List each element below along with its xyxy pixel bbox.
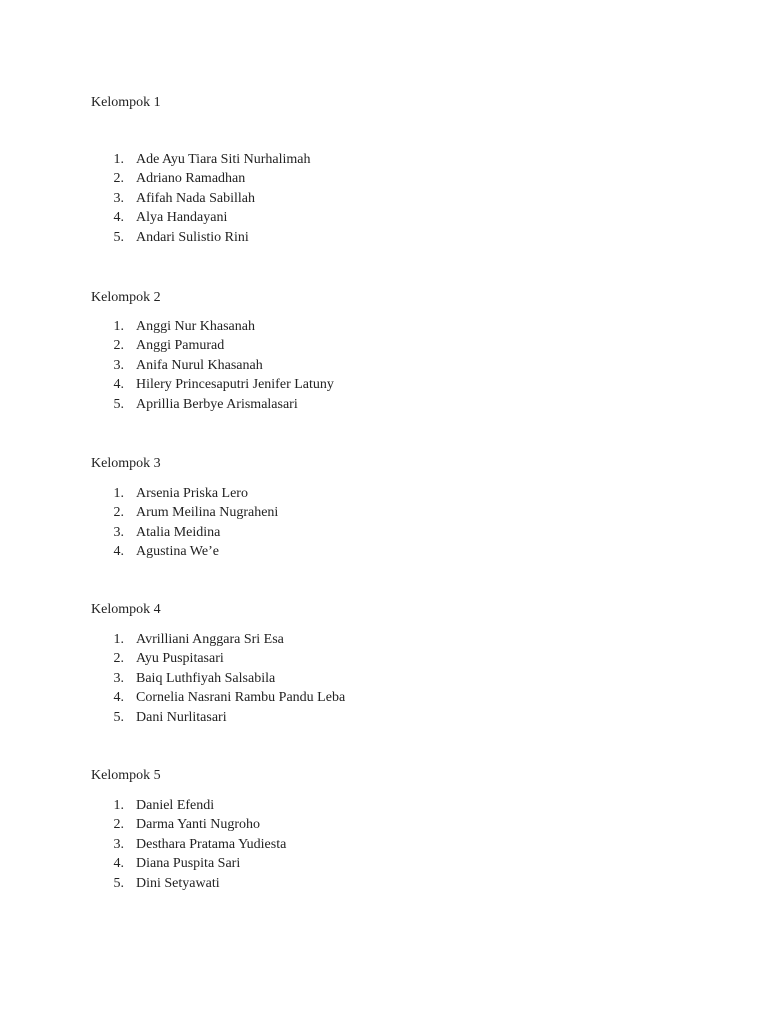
group-5 [91,768,287,891]
member-name: Hilery Princesaputri Jenifer Latuny [136,377,334,393]
member-name: Alya Handayani [136,210,228,226]
list-number: 4. [113,690,124,706]
list-number: 3. [113,836,124,852]
member-name: Afifah Nada Sabillah [136,190,255,206]
list-number: 2. [113,505,124,521]
member-name: Baiq Luthfiyah Salsabila [136,670,276,686]
member-name: Arum Meilina Nugraheni [136,505,279,521]
member-name: Dini Setyawati [136,875,220,891]
member-name: Anifa Nurul Khasanah [136,357,263,373]
member-name: Agustina We’e [136,544,219,560]
list-number: 5. [113,229,124,245]
list-number: 4. [113,544,124,560]
list-number: 1. [113,152,124,167]
list-number: 1. [113,632,124,647]
group-title: Kelompok 5 [91,768,161,783]
group-title: Kelompok 3 [91,456,161,471]
member-name: Adriano Ramadhan [136,171,246,187]
group-title: Kelompok 4 [91,602,161,617]
group-1 [91,95,311,245]
group-2 [91,290,334,412]
group-4 [91,602,346,725]
list-number: 4. [113,377,124,393]
member-name: Ade Ayu Tiara Siti Nurhalimah [136,152,311,167]
member-name: Anggi Pamurad [136,338,225,354]
list-number: 2. [113,171,124,187]
member-name: Desthara Pratama Yudiesta [136,836,287,852]
member-name: Arsenia Priska Lero [136,486,248,501]
list-number: 3. [113,357,124,373]
member-name: Anggi Nur Khasanah [136,319,255,334]
list-number: 5. [113,875,124,891]
list-number: 1. [113,486,124,501]
member-name: Cornelia Nasrani Rambu Pandu Leba [136,690,346,706]
member-name: Dani Nurlitasari [136,709,227,725]
member-name: Aprillia Berbye Arismalasari [136,396,298,412]
list-number: 4. [113,210,124,226]
list-number: 5. [113,396,124,412]
list-number: 2. [113,338,124,354]
member-name: Atalia Meidina [136,524,221,540]
list-number: 2. [113,817,124,833]
member-name: Daniel Efendi [136,798,215,813]
member-name: Avrilliani Anggara Sri Esa [136,632,284,647]
list-number: 2. [113,651,124,667]
list-number: 3. [113,670,124,686]
list-number: 1. [113,319,124,334]
list-number: 3. [113,190,124,206]
member-name: Ayu Puspitasari [136,651,224,667]
list-number: 4. [113,856,124,872]
group-3 [91,456,279,560]
group-title: Kelompok 2 [91,290,161,305]
member-name: Darma Yanti Nugroho [136,817,261,833]
group-title: Kelompok 1 [91,95,161,110]
member-name: Andari Sulistio Rini [136,229,249,245]
list-number: 5. [113,709,124,725]
member-name: Diana Puspita Sari [136,856,241,872]
list-number: 3. [113,524,124,540]
list-number: 1. [113,798,124,813]
